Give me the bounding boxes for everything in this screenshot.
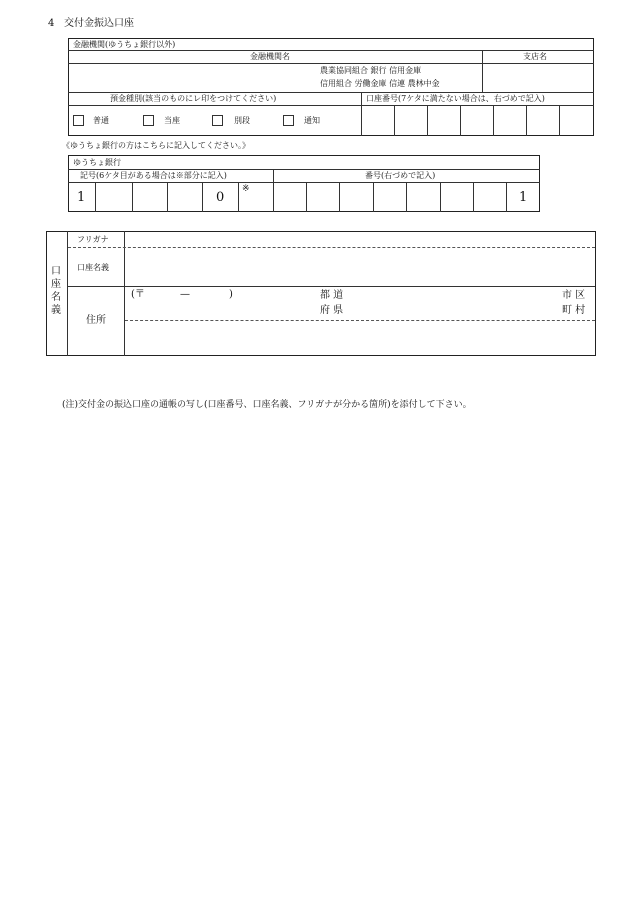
address-detail-field[interactable] <box>126 322 594 354</box>
section-title: 交付金振込口座 <box>64 18 134 29</box>
deposit-type-toza-label: 当座 <box>164 116 180 125</box>
institution-name-header: 金融機関名 <box>250 52 290 61</box>
institution-types-line2: 信用組合 労働金庫 信連 農林中金 <box>320 79 440 88</box>
postal-close: ) <box>229 289 233 300</box>
footnote: (注)交付金の振込口座の通帳の写し(口座番号、口座名義、フリガナが分かる箇所)を添付して下さい。 <box>62 400 472 410</box>
deposit-type-betsudan-checkbox[interactable] <box>212 115 223 126</box>
section-number: 4 <box>48 18 55 29</box>
city-suffix-bottom: 町 村 <box>562 305 586 316</box>
postal-open: (〒 <box>131 289 145 300</box>
city-field[interactable] <box>356 303 556 319</box>
branch-name-header: 支店名 <box>523 52 547 61</box>
postal-code-field[interactable] <box>145 288 225 302</box>
prefecture-field[interactable] <box>126 303 316 319</box>
holder-side-char-2: 座 <box>51 279 61 290</box>
institution-name-field[interactable] <box>70 65 316 91</box>
yucho-note: 《ゆうちょ銀行の方はこちらに記入してください。》 <box>62 141 250 150</box>
institution-types-line1: 農業協同組合 銀行 信用金庫 <box>320 66 422 75</box>
postal-dash: — <box>180 289 190 300</box>
account-name-field[interactable] <box>126 249 594 285</box>
holder-side-char-3: 名 <box>51 292 61 303</box>
yucho-symbol-header: 記号(6ケタ目がある場合は※部分に記入) <box>80 171 227 180</box>
holder-side-char-4: 義 <box>51 305 61 316</box>
yucho-symbol-digit-5: 0 <box>216 190 225 205</box>
address-label: 住所 <box>86 315 106 326</box>
prefecture-suffix-top: 都 道 <box>320 290 344 301</box>
deposit-type-toza-checkbox[interactable] <box>143 115 154 126</box>
yucho-number-last-digit: 1 <box>519 190 528 205</box>
furigana-field[interactable] <box>126 233 594 246</box>
yucho-header: ゆうちょ銀行 <box>73 158 121 167</box>
yucho-symbol-mark: ※ <box>242 184 250 194</box>
deposit-type-tsuchi-checkbox[interactable] <box>283 115 294 126</box>
holder-side-char-1: 口 <box>51 266 61 277</box>
account-number-field[interactable] <box>362 106 593 135</box>
bank-header: 金融機関(ゆうちょ銀行以外) <box>73 40 176 49</box>
prefecture-suffix-bottom: 府 県 <box>320 305 344 316</box>
furigana-label: フリガナ <box>77 235 109 244</box>
yucho-symbol-digit-1: 1 <box>77 190 86 205</box>
city-suffix-top: 市 区 <box>562 290 586 301</box>
branch-name-field[interactable] <box>484 65 592 91</box>
yucho-number-header: 番号(右づめで記入) <box>365 171 436 180</box>
deposit-type-betsudan-label: 別段 <box>234 116 250 125</box>
deposit-type-header: 預金種別(該当のものにレ印をつけてください) <box>110 94 277 103</box>
deposit-type-tsuchi-label: 通知 <box>304 116 320 125</box>
account-number-header: 口座番号(7ケタに満たない場合は、右づめで記入) <box>366 94 545 103</box>
deposit-type-futsu-checkbox[interactable] <box>73 115 84 126</box>
yucho-symbol-field[interactable] <box>96 183 201 211</box>
yucho-number-field[interactable] <box>274 183 505 211</box>
account-name-label: 口座名義 <box>77 263 109 272</box>
deposit-type-futsu-label: 普通 <box>93 116 109 125</box>
